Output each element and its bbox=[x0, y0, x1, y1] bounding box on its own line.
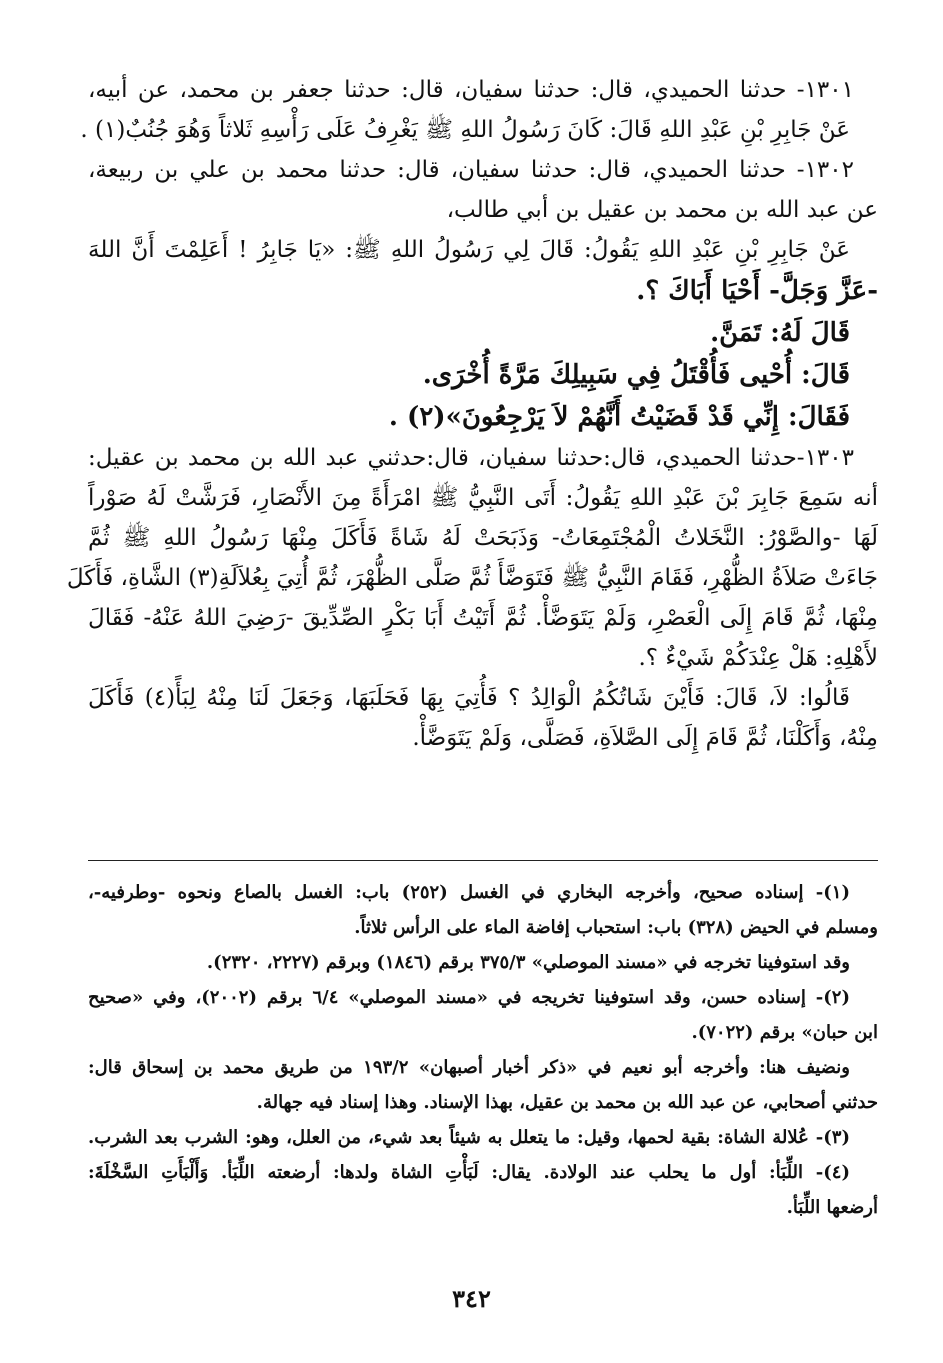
footnote-2-line-2: ابن حبان» برقم (٧٠٢٢). bbox=[691, 1022, 878, 1043]
hadith-1302-line-2: عن عبد الله بن محمد بن عقيل بن أبي طالب، bbox=[446, 197, 878, 223]
hadith-1302-line-6: قَالَ: أُحْيى فَأُقْتَلُ فِي سَبِيلِكَ مَرَّةً أُخْرَى. bbox=[422, 360, 850, 390]
footnote-2-line-1: (٢)- إسناده حسن، وقد استوفينا تخريجه في «مسند الموصلي» ٦/٤ برقم (٢٠٠٢)، وفي «صحيح bbox=[88, 987, 850, 1008]
hadith-1302-line-1: ١٣٠٢- حدثنا الحميدي، قال: حدثنا سفيان، قال: حدثنا محمد بن علي بن ربيعة، bbox=[88, 157, 854, 183]
footnote-4-line-2: أرضعها اللِّبَأ. bbox=[786, 1197, 878, 1218]
hadith-1302-line-5: قَالَ لَهُ: تَمَنَّ. bbox=[710, 318, 850, 348]
hadith-1303-line-7: قَالُوا: لاَ، قَالَ: فَأَيْنَ شَاتُكُمُ الْوَالِدُ ؟ فَأُتِيَ بِهَا فَحَلَبَهَا، وَجَعَلَ لَنَا مِنْهُ لِبَأً(٤) فَأَكَلَ bbox=[88, 685, 851, 711]
page-number: ٣٤٢ bbox=[452, 1284, 491, 1313]
hadith-1303-line-4: جَاءَتْ صَلاَةُ الظُّهْرِ، فَقَامَ النَّبِيُّ ﷺ فَتَوَضَّأَ ثُمَّ صَلَّى الظُّهْرَ، ثُمَّ أُتِيَ بِعُلاَلَةِ(٣) الشَّاةِ، فَأَكَلَ bbox=[66, 565, 878, 591]
footnote-2-line-4: حدثني أصحابي، عن عبد الله بن محمد بن عقيل، بهذا الإسناد. وهذا إسناد فيه جهالة. bbox=[256, 1092, 878, 1113]
hadith-1302-line-3: عَنْ جَابِرِ بْنِ عَبْدِ اللهِ يَقُولُ: قَالَ لِي رَسُولُ اللهِ ﷺ: «يَا جَابِرُ ! أَعَلِمْتَ أَنَّ اللهَ bbox=[88, 237, 850, 263]
footnote-3-line-1: (٣)- عُلالة الشاة: بقية لحمها، وقيل: ما يتعلل به شيئاً بعد شيء، من العلل، وهو: الشرب بعد الشرب. bbox=[88, 1127, 850, 1148]
hadith-1301-line-2: عَنْ جَابِرِ بْنِ عَبْدِ اللهِ قَالَ: كَانَ رَسُولُ اللهِ ﷺ يَغْرِفُ عَلَى رَأْسِهِ ثَلاثاً وَهُوَ جُنُبٌ(١) . bbox=[80, 117, 850, 143]
main-text bbox=[66, 70, 878, 758]
footnotes bbox=[88, 875, 878, 1225]
hadith-1303-line-1: ١٣٠٣-حدثنا الحميدي، قال:حدثنا سفيان، قال:حدثني عبد الله بن محمد بن عقيل: bbox=[88, 445, 854, 471]
footnote-divider bbox=[88, 860, 878, 861]
footnote-1-line-2: ومسلم في الحيض (٣٢٨) باب: استحباب إفاضة الماء على الرأس ثلاثاً. bbox=[354, 917, 878, 938]
hadith-1303-line-2: أنه سَمِعَ جَابِرَ بْنَ عَبْدِ اللهِ يَقُولُ: أَتَى النَّبِيُّ ﷺ امْرَأَةً مِنَ الأَنْصَارِ، فَرَشَّتْ لَهُ صَوْراً bbox=[88, 485, 878, 511]
hadith-1303-line-5: مِنْهَا، ثُمَّ قَامَ إِلَى الْعَصْرِ، وَلَمْ يَتَوَضَّأْ. ثُمَّ أَتَيْتُ أَبَا بَكْرٍ الصِّدِّيقَ -رَضِيَ اللهُ عَنْهُ- فَقَالَ bbox=[88, 605, 878, 631]
hadith-1302-line-4: -عَزَّ وَجَلَّ- أَحْيَا أَبَاكَ ؟. bbox=[636, 276, 878, 306]
footnote-1-line-1: (١)- إسناده صحيح، وأخرجه البخاري في الغسل (٢٥٢) باب: الغسل بالصاع ونحوه -وطرفيه-، bbox=[88, 882, 850, 903]
hadith-1302-line-7: فَقَالَ: إِنِّي قَدْ قَضَيْتُ أَنَّهُمْ لاَ يَرْجِعُونَ»(٢) . bbox=[388, 402, 850, 432]
footnote-2-line-3: ونضيف هنا: وأخرجه أبو نعيم في «ذكر أخبار أصبهان» ١٩٣/٢ من طريق محمد بن إسحاق قال: bbox=[88, 1057, 850, 1078]
hadith-1303-line-8: مِنْهُ، وَأَكَلْنَا، ثُمَّ قَامَ إِلَى الصَّلاَةِ، فَصَلَّى، وَلَمْ يَتَوَضَّأْ. bbox=[412, 725, 878, 751]
hadith-1301-line-1: ١٣٠١- حدثنا الحميدي، قال: حدثنا سفيان، قال: حدثنا جعفر بن محمد، عن أبيه، bbox=[88, 77, 854, 103]
hadith-1303-line-6: لأَهْلِهِ: هَلْ عِنْدَكُمْ شَيْءٌ ؟. bbox=[638, 645, 878, 671]
footnote-4-line-1: (٤)- اللِّبَأ: أول ما يحلب عند الولادة. يقال: لَبَأْتِ الشاة ولدها: أرضعته اللِّبَأ. وَأَلْبَأَتِ السَّخْلَةَ: bbox=[88, 1162, 850, 1183]
hadith-1303-line-3: لَهَا -والصَّوْرُ: النَّخَلاتُ الْمُجْتَمِعَاتُ- وَذَبَحَتْ لَهُ شَاةً فَأَكَلَ مِنْهَا رَسُولُ اللهِ ﷺ ثُمَّ bbox=[88, 525, 878, 551]
footnote-1-line-3: وقد استوفينا تخرجه في «مسند الموصلي» ٣٧٥/٣ برقم (١٨٤٦) وبرقم (٢٢٢٧، ٢٣٢٠). bbox=[206, 952, 850, 973]
